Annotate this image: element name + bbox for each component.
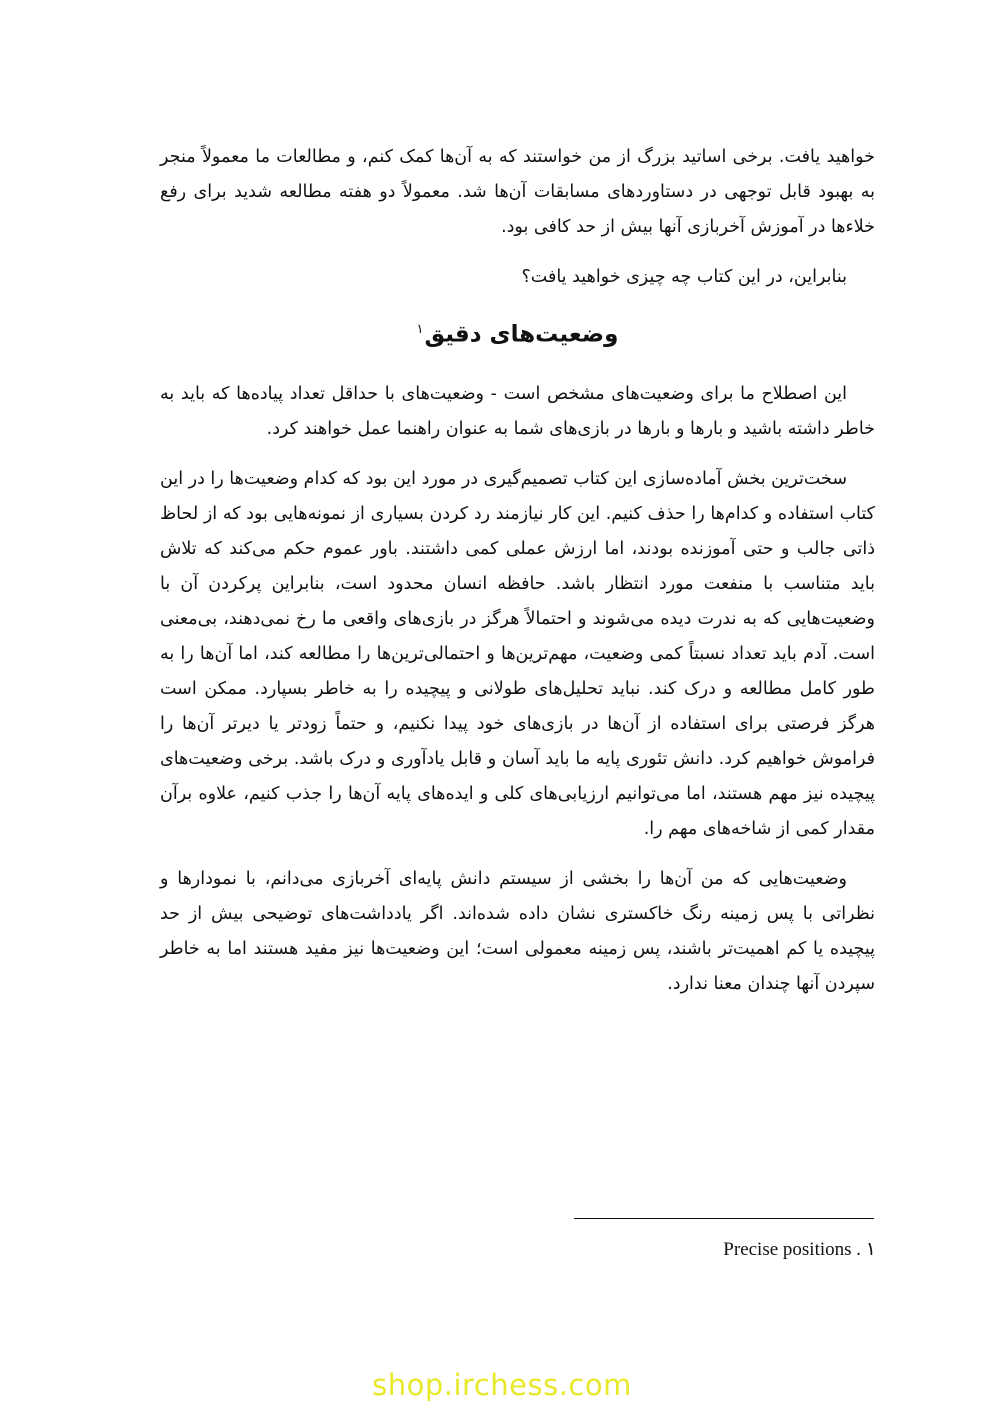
footnote-reference: ۱ <box>416 322 424 337</box>
section-heading <box>160 310 875 355</box>
paragraph-definition: این اصطلاح ما برای وضعیت‌های مشخص است - وضعیت‌های با حداقل تعداد پیاده‌ها که باید به خاطر داشته باشید و بارها و بارها در بازی‌های شما به عنوان راهنما عمل خواهند کرد. <box>160 383 875 439</box>
paragraph-selection: سخت‌ترین بخش آماده‌سازی این کتاب تصمیم‌گیری در مورد این بود که کدام وضعیت‌ها را در این کتاب استفاده و کدام‌ها را حذف کنیم. این کار نیازمند رد کردن بسیاری از نمونه‌هایی بود که از لحاظ ذاتی جالب و حتی آموزنده بودند، اما ارزش عملی کمی داشتند. باور عموم حکم می‌کند که تلاش باید متناسب با منفعت مورد انتظار باشد. حافظه انسان محدود است، بنابراین پرکردن آن با وضعیت‌هایی که به ندرت دیده می‌شوند و احتمالاً هرگز در بازی‌های واقعی ما رخ نمی‌دهند، بی‌معنی است. آدم باید تعداد نسبتاً کمی وضعیت، مهم‌ترین‌ها و احتمالی‌ترین‌ها را مطالعه کند، اما آن‌ها را به طور کامل مطالعه و درک کند. نباید تحلیل‌های طولانی و پیچیده را به خاطر بسپارد. ممکن است هرگز فرصتی برای استفاده از آن‌ها در بازی‌های خود پیدا نکنیم، و حتماً زودتر یا دیرتر آن‌ها را فراموش خواهیم کرد. دانش تئوری پایه ما باید آسان و قابل یادآوری و درک باشد. برخی وضعیت‌های پیچیده نیز مهم هستند، اما می‌توانیم ارزیابی‌های کلی و ایده‌های پایه آن‌ها را جذب کنیم، علاوه برآن مقدار کمی از شاخه‌های مهم را. <box>160 468 875 839</box>
paragraph-gray-background: وضعیت‌هایی که من آن‌ها را بخشی از سیستم دانش پایه‌ای آخربازی می‌دانم، با نمودارها و نظراتی با پس زمینه رنگ خاکستری نشان داده شده‌اند. اگر یادداشت‌های توضیحی بیش از حد پیچیده یا کم اهمیت‌تر باشند، پس زمینه معمولی است؛ این وضعیت‌ها نیز مفید هستند اما به خاطر سپردن آنها چندان معنا ندارد. <box>160 868 875 994</box>
paragraph-intro: خواهید یافت. برخی اساتید بزرگ از من خواستند که به آن‌ها کمک کنم، و مطالعات ما معمولاً منجر به بهبود قابل توجهی در دستاوردهای مسابقات آن‌ها شد. معمولاً دو هفته مطالعه شدید برای رفع خلاءها در آموزش آخربازی آنها بیش از حد کافی بود. <box>160 147 875 237</box>
watermark: shop.irchess.com <box>372 1368 632 1402</box>
page-body <box>160 140 875 1017</box>
footnote-text: Precise positions . ۱ <box>723 1239 876 1260</box>
paragraph-question: بنابراین، در این کتاب چه چیزی خواهید یافت؟ <box>521 267 847 287</box>
footnote-divider <box>574 1218 874 1219</box>
section-heading-text: وضعیت‌های دقیق <box>424 321 619 348</box>
